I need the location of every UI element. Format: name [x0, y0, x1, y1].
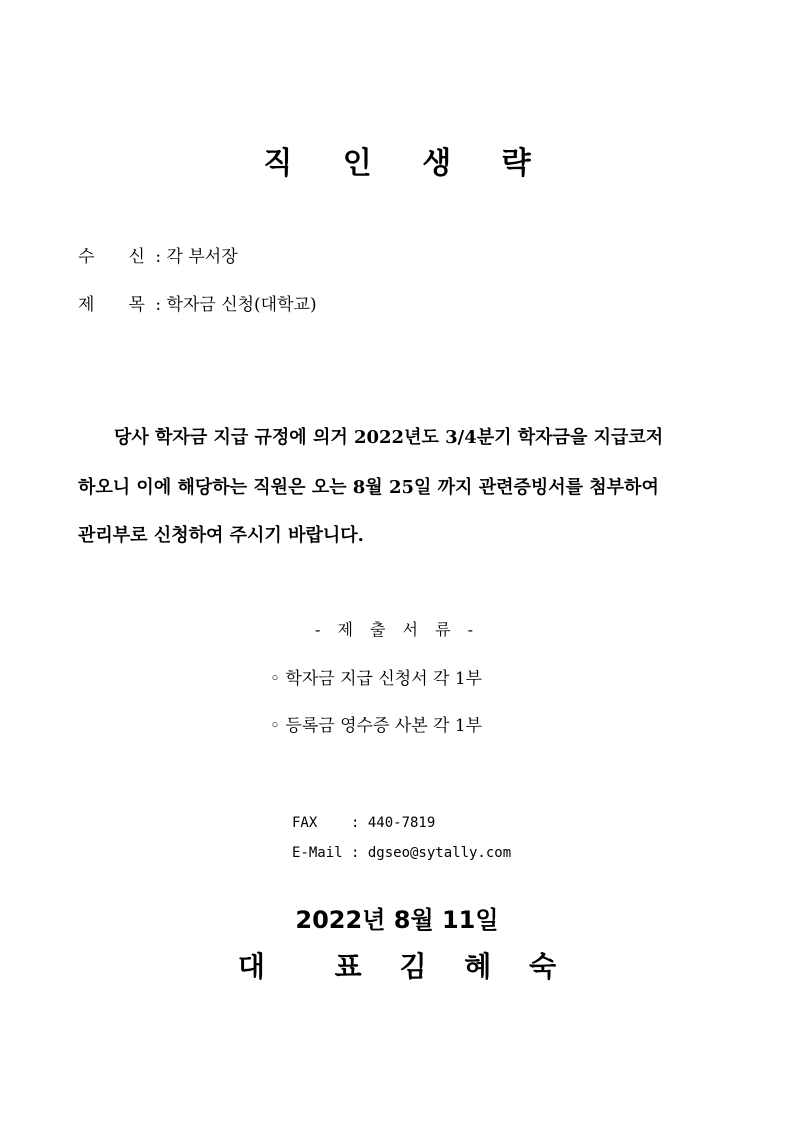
signature-char: 김 [399, 950, 427, 983]
body-line-1: 당사 학자금 지급 규정에 의거 2022년도 3/4분기 학자금을 지급코저 [114, 427, 664, 448]
signature-char: 표 [334, 950, 362, 983]
recipient-value: : 각 부서장 [155, 247, 238, 267]
recipient-line [78, 242, 238, 267]
subject-label: 제 목 [78, 295, 145, 315]
title-char: 략 [501, 146, 531, 181]
body-line-2: 하오니 이에 해당하는 직원은 오는 8월 25일 까지 관련증빙서를 첨부하여 [78, 477, 659, 498]
fax-line: FAX : 440-7819 [292, 815, 436, 831]
document-item: ◦ 학자금 지급 신청서 각 1부 [270, 669, 483, 689]
document-item: ◦ 등록금 영수증 사본 각 1부 [270, 716, 483, 736]
document-date: 2022년 8월 11일 [295, 906, 499, 934]
signature-char: 숙 [529, 950, 557, 983]
signature-line [0, 945, 794, 985]
body-line-3: 관리부로 신청하여 주시기 바랍니다. [78, 525, 364, 546]
title-char: 생 [422, 146, 452, 181]
title-char: 직 [263, 146, 293, 181]
document-title [0, 138, 794, 182]
documents-heading: - 제 출 서 류 - [314, 620, 480, 639]
email-line: E-Mail : dgseo@sytally.com [292, 845, 512, 861]
signature-char: 혜 [464, 950, 492, 983]
subject-value: : 학자금 신청(대학교) [155, 295, 317, 315]
subject-line [78, 290, 317, 315]
title-char: 인 [342, 146, 372, 181]
signature-char: 대 [237, 950, 265, 983]
recipient-label: 수 신 [78, 247, 145, 267]
